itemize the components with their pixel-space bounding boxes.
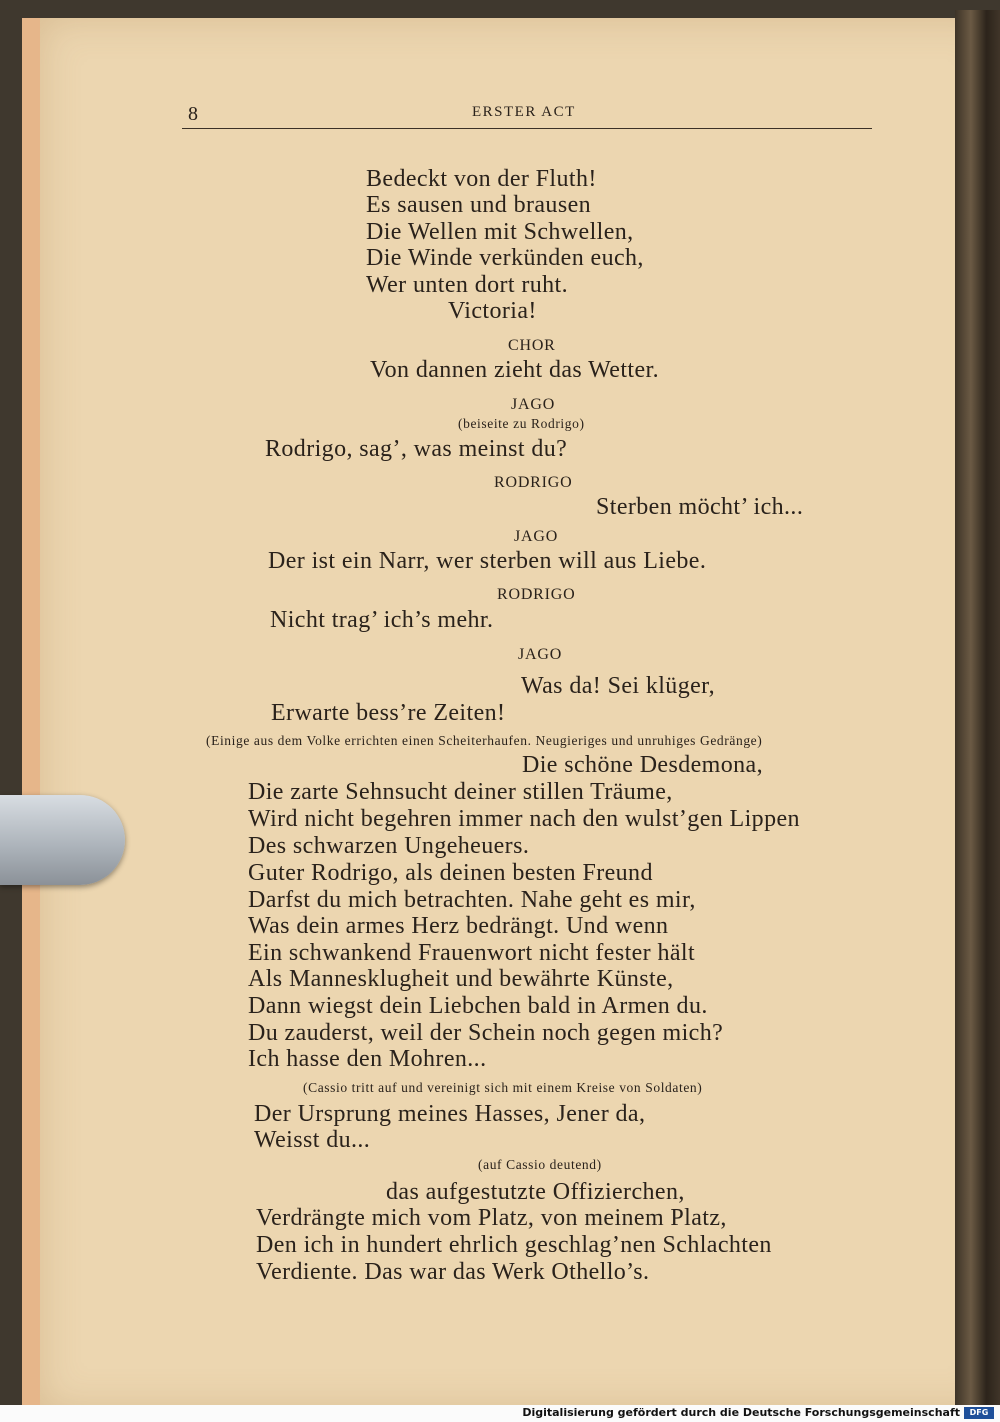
verse-line: Guter Rodrigo, als deinen besten Freund [248,860,653,886]
verse-line: Die zarte Sehnsucht deiner stillen Träume, [248,779,673,805]
verse-line: Von dannen zieht das Wetter. [370,357,659,383]
verse-line: Der Ursprung meines Hasses, Jener da, [254,1101,646,1127]
footer-credit: Digitalisierung gefördert durch die Deutsche Forschungsgemeinschaft [522,1406,960,1419]
verse-line: Verdrängte mich vom Platz, von meinem Platz, [256,1205,727,1231]
stage-direction: (beiseite zu Rodrigo) [458,416,585,431]
verse-line: Was dein armes Herz bedrängt. Und wenn [248,913,669,939]
verse-line: Die Winde verkünden euch, [366,245,644,271]
verse-line: Was da! Sei klüger, [521,673,715,699]
speaker-name: CHOR [508,337,556,354]
footer-bar [0,1405,1000,1422]
verse-line: Ich hasse den Mohren... [248,1046,487,1072]
stage-direction: (Einige aus dem Volke errichten einen Scheiterhaufen. Neugieriges und unruhiges Gedränge) [206,733,763,748]
speaker-name: JAGO [511,396,556,413]
verse-line: Es sausen und brausen [366,192,592,218]
speaker-name: RODRIGO [497,586,576,603]
verse-line: Weisst du... [254,1127,371,1153]
verse-line: Rodrigo, sag’, was meinst du? [265,436,568,462]
verse-line: das aufgestutzte Offizierchen, [386,1179,685,1205]
dfg-logo: DFG [964,1407,994,1419]
page-number: 8 [188,103,198,125]
verse-line: Des schwarzen Ungeheuers. [248,833,530,859]
verse-line: Wer unten dort ruht. [366,272,569,298]
verse-line: Der ist ein Narr, wer sterben will aus Liebe. [268,548,707,574]
verse-line: Dann wiegst dein Liebchen bald in Armen du. [248,993,708,1019]
stage-direction: (auf Cassio deutend) [478,1157,602,1172]
speaker-name: RODRIGO [494,474,573,491]
verse-line: Victoria! [448,298,537,324]
verse-line: Ein schwankend Frauenwort nicht fester hält [248,940,696,966]
verse-line: Du zauderst, weil der Schein noch gegen mich? [248,1020,724,1046]
verse-line: Wird nicht begehren immer nach den wulst’gen Lippen [248,806,800,832]
stage-direction: (Cassio tritt auf und vereinigt sich mit einem Kreise von Soldaten) [303,1080,703,1095]
verse-line: Nicht trag’ ich’s mehr. [270,607,494,633]
verse-line: Sterben möcht’ ich... [596,494,804,520]
verse-line: Darfst du mich betrachten. Nahe geht es mir, [248,887,696,913]
adjacent-page-edge [955,10,1000,1410]
running-head: ERSTER ACT [472,104,576,120]
verse-line: Als Mannesklugheit und bewährte Künste, [248,966,674,992]
speaker-name: JAGO [514,528,559,545]
verse-line: Die Wellen mit Schwellen, [366,219,634,245]
verse-line: Erwarte bess’re Zeiten! [271,700,506,726]
speaker-name: JAGO [518,646,563,663]
page-clip [0,795,125,885]
verse-line: Bedeckt von der Fluth! [366,166,597,192]
verse-line: Verdiente. Das war das Werk Othello’s. [256,1259,650,1285]
verse-line: Die schöne Desdemona, [522,752,763,778]
header-rule [182,128,872,129]
verse-line: Den ich in hundert ehrlich geschlag’nen Schlachten [256,1232,772,1258]
